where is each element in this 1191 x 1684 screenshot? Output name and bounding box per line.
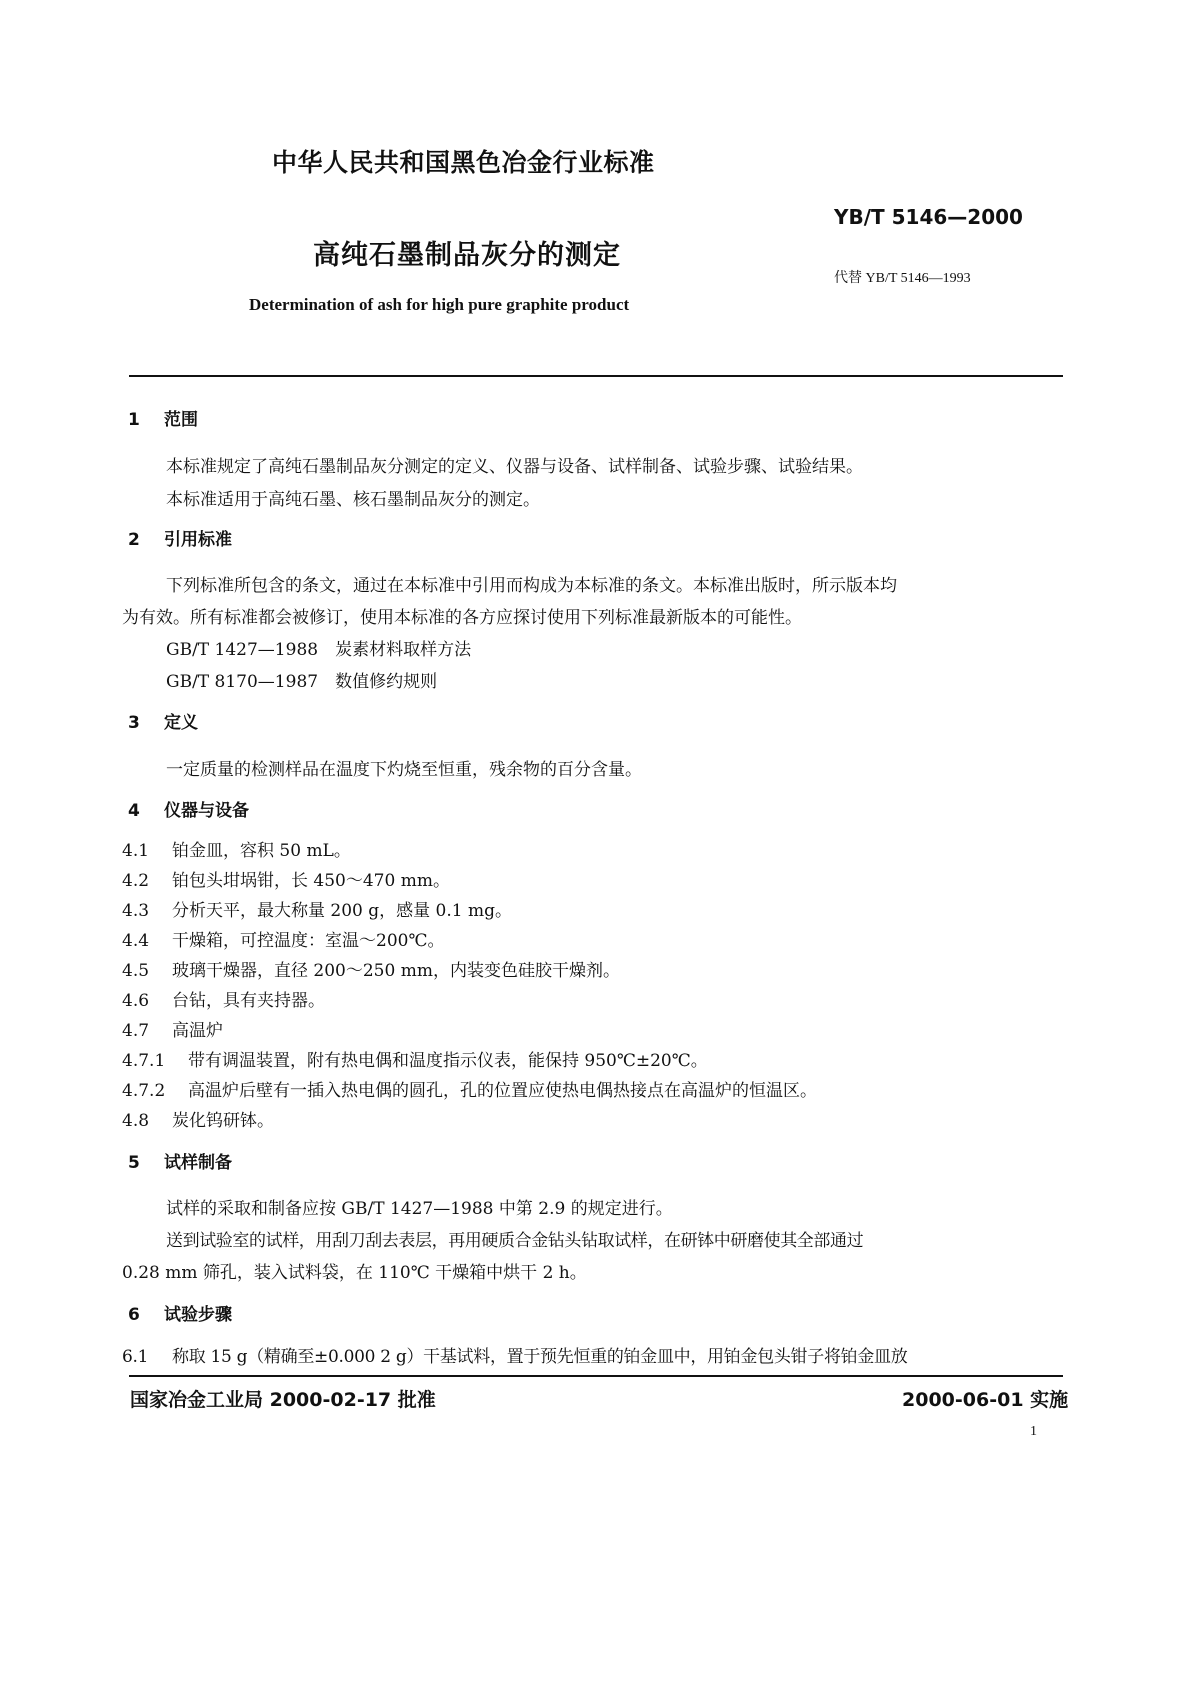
effective-date: 2000-06-01 实施 [902, 1389, 1069, 1411]
section-2-heading [128, 525, 232, 550]
reference-standard-1: GB/T 1427—1988 炭素材料取样方法 [166, 640, 472, 660]
item-number: 4.7.1 [122, 1051, 166, 1071]
item-text: 高温炉 [172, 1021, 223, 1041]
section-4-heading [128, 796, 249, 821]
section-2-paragraph-line-1: 下列标准所包含的条文，通过在本标准中引用而构成为本标准的条文。本标准出版时，所示版本均 [166, 576, 897, 596]
document-title: 高纯石墨制品灰分的测定 [313, 240, 621, 271]
section-5-heading [128, 1148, 232, 1173]
item-number: 4.6 [122, 991, 150, 1011]
item-number: 4.4 [122, 931, 150, 951]
section-number: 5 [128, 1153, 140, 1173]
item-text: 高温炉后壁有一插入热电偶的圆孔，孔的位置应使热电偶热接点在高温炉的恒温区。 [188, 1081, 817, 1101]
section-number: 6 [128, 1305, 140, 1325]
item-number: 4.5 [122, 961, 150, 981]
item-number: 4.1 [122, 841, 150, 861]
equipment-item [122, 986, 325, 1011]
equipment-subitem [122, 1076, 817, 1101]
equipment-subitem [122, 1046, 708, 1071]
item-text: 炭化钨研钵。 [172, 1111, 274, 1131]
section-5-paragraph-2-line-1: 送到试验室的试样，用刮刀刮去表层，再用硬质合金钻头钻取试样，在研钵中研磨使其全部通过 [166, 1231, 864, 1251]
section-1-paragraph-2: 本标准适用于高纯石墨、核石墨制品灰分的测定。 [166, 490, 540, 510]
equipment-item [122, 836, 351, 861]
standard-number: YB/T 5146—2000 [834, 205, 1023, 229]
section-5-paragraph-1: 试样的采取和制备应按 GB/T 1427—1988 中第 2.9 的规定进行。 [166, 1199, 673, 1219]
section-3-heading [128, 708, 198, 733]
english-title: Determination of ash for high pure graphite product [249, 295, 630, 314]
approval-line: 国家冶金工业局 2000-02-17 批准 [130, 1389, 436, 1411]
equipment-item [122, 956, 620, 981]
item-number: 4.7 [122, 1021, 150, 1041]
section-title: 仪器与设备 [164, 801, 249, 821]
section-6-heading [128, 1300, 232, 1325]
section-number: 1 [128, 410, 140, 430]
page-number: 1 [1030, 1424, 1037, 1439]
item-text: 分析天平，最大称量 200 g，感量 0.1 mg。 [172, 901, 512, 921]
item-text: 带有调温装置，附有热电偶和温度指示仪表，能保持 950℃±20℃。 [188, 1051, 708, 1071]
item-text: 铂包头坩埚钳，长 450～470 mm。 [172, 871, 450, 891]
item-text: 玻璃干燥器，直径 200～250 mm，内装变色硅胶干燥剂。 [172, 961, 620, 981]
section-5-paragraph-2-line-2: 0.28 mm 筛孔，装入试料袋，在 110℃ 干燥箱中烘干 2 h。 [122, 1263, 587, 1283]
item-number: 4.3 [122, 901, 150, 921]
section-3-paragraph: 一定质量的检测样品在温度下灼烧至恒重，残余物的百分含量。 [166, 760, 642, 780]
section-title: 引用标准 [164, 530, 232, 550]
procedure-item [122, 1342, 907, 1367]
item-text: 干燥箱，可控温度：室温～200℃。 [172, 931, 445, 951]
equipment-item [122, 1016, 223, 1041]
item-number: 4.2 [122, 871, 150, 891]
issuing-body-title: 中华人民共和国黑色冶金行业标准 [272, 148, 655, 177]
item-number: 4.7.2 [122, 1081, 166, 1101]
section-title: 范围 [164, 410, 198, 430]
replaces-standard: 代替 YB/T 5146—1993 [834, 271, 971, 286]
item-number: 6.1 [122, 1347, 149, 1367]
section-title: 试样制备 [164, 1153, 232, 1173]
header-divider [129, 375, 1063, 377]
section-number: 4 [128, 801, 140, 821]
equipment-item [122, 866, 450, 891]
item-text: 铂金皿，容积 50 mL。 [172, 841, 351, 861]
equipment-item [122, 926, 444, 951]
section-title: 定义 [164, 713, 198, 733]
item-number: 4.8 [122, 1111, 150, 1131]
section-title: 试验步骤 [164, 1305, 232, 1325]
section-2-paragraph-line-2: 为有效。所有标准都会被修订，使用本标准的各方应探讨使用下列标准最新版本的可能性。 [122, 608, 802, 628]
equipment-item [122, 896, 512, 921]
section-1-heading [128, 405, 198, 430]
section-number: 2 [128, 530, 140, 550]
section-number: 3 [128, 713, 140, 733]
item-text: 称取 15 g（精确至±0.000 2 g）干基试料，置于预先恒重的铂金皿中，用铂金包头钳子将铂金皿放 [172, 1347, 908, 1367]
section-1-paragraph-1: 本标准规定了高纯石墨制品灰分测定的定义、仪器与设备、试样制备、试验步骤、试验结果。 [166, 457, 863, 477]
footer-divider [129, 1375, 1063, 1377]
item-text: 台钻，具有夹持器。 [172, 991, 325, 1011]
equipment-item [122, 1106, 274, 1131]
reference-standard-2: GB/T 8170—1987 数值修约规则 [166, 672, 438, 692]
